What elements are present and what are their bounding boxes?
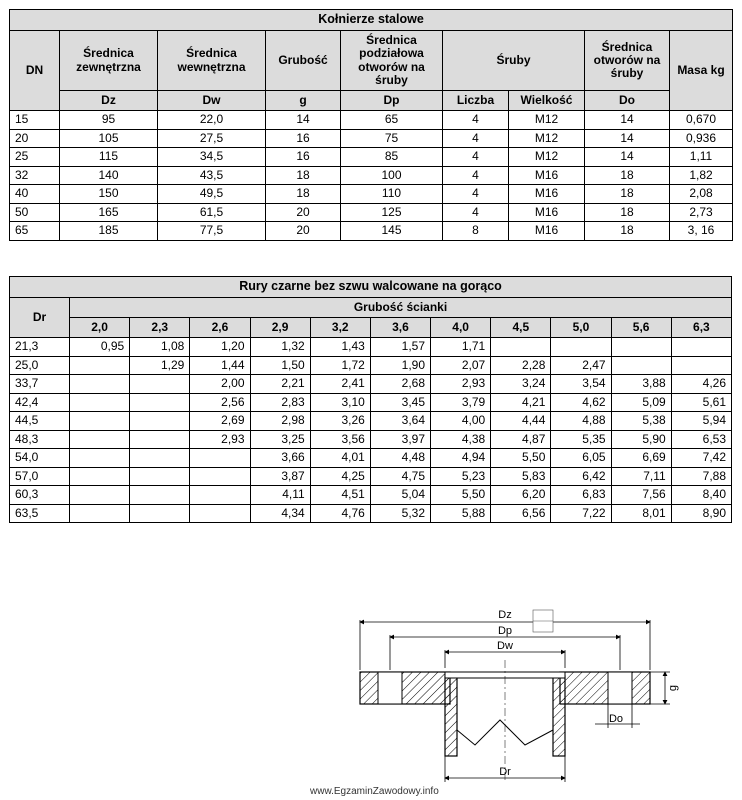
- pipe-cell: 2,98: [250, 412, 310, 431]
- pipe-cell: 1,32: [250, 338, 310, 357]
- pipe-cell: 2,21: [250, 375, 310, 394]
- pipe-cell: 1,72: [310, 356, 370, 375]
- flange-cell: 20: [266, 203, 341, 222]
- pipe-cell: 1,57: [370, 338, 430, 357]
- pipe-row: [10, 393, 732, 412]
- pipe-dr-cell: 25,0: [10, 356, 70, 375]
- thickness-header: 4,5: [491, 318, 551, 338]
- flange-cell: 18: [585, 203, 670, 222]
- thickness-header: 3,2: [310, 318, 370, 338]
- flange-cell: 18: [266, 166, 341, 185]
- flanges-table: [9, 9, 733, 241]
- flange-cell: M12: [509, 148, 585, 167]
- flange-cell: 150: [60, 185, 158, 204]
- thickness-header: 6,3: [671, 318, 731, 338]
- header-dr: Dr: [10, 298, 70, 338]
- flange-row: [10, 111, 733, 130]
- pipe-cell: 6,20: [491, 486, 551, 505]
- pipe-cell: 2,68: [370, 375, 430, 394]
- pipe-cell: 2,69: [190, 412, 250, 431]
- pipe-cell: [671, 356, 731, 375]
- flange-cell: M16: [509, 166, 585, 185]
- flange-cell: 4: [443, 166, 509, 185]
- pipes-table: [9, 276, 732, 523]
- pipe-cell: 7,11: [611, 467, 671, 486]
- thickness-header: 2,9: [250, 318, 310, 338]
- pipe-cell: 4,75: [370, 467, 430, 486]
- pipe-row: [10, 430, 732, 449]
- pipe-cell: 1,43: [310, 338, 370, 357]
- pipe-cell: 5,23: [431, 467, 491, 486]
- flange-cell: M16: [509, 203, 585, 222]
- flange-cell: 3, 16: [670, 222, 733, 241]
- header-do: Średnica otworów na śruby: [585, 31, 670, 91]
- flange-cell: 15: [10, 111, 60, 130]
- thickness-header: 5,0: [551, 318, 611, 338]
- pipe-dr-cell: 60,3: [10, 486, 70, 505]
- flange-cell: 8: [443, 222, 509, 241]
- pipe-cell: 6,83: [551, 486, 611, 505]
- pipe-cell: 1,50: [250, 356, 310, 375]
- pipe-row: [10, 412, 732, 431]
- pipe-cell: 6,05: [551, 449, 611, 468]
- pipe-cell: [70, 449, 130, 468]
- pipe-cell: 4,51: [310, 486, 370, 505]
- pipe-cell: [611, 356, 671, 375]
- pipe-cell: 1,71: [431, 338, 491, 357]
- pipe-dr-cell: 21,3: [10, 338, 70, 357]
- flange-row: [10, 185, 733, 204]
- pipe-cell: 4,62: [551, 393, 611, 412]
- pipe-cell: [130, 393, 190, 412]
- pipe-cell: 3,25: [250, 430, 310, 449]
- pipe-cell: [611, 338, 671, 357]
- pipe-cell: 2,00: [190, 375, 250, 394]
- pipe-cell: 3,97: [370, 430, 430, 449]
- pipe-cell: 4,76: [310, 504, 370, 523]
- pipe-cell: 4,88: [551, 412, 611, 431]
- pipe-cell: 7,56: [611, 486, 671, 505]
- pipe-cell: 3,87: [250, 467, 310, 486]
- thickness-header: 4,0: [431, 318, 491, 338]
- flange-cell: 1,11: [670, 148, 733, 167]
- flange-cell: 125: [341, 203, 443, 222]
- pipe-cell: 6,42: [551, 467, 611, 486]
- pipe-cell: 4,00: [431, 412, 491, 431]
- pipe-cell: [70, 467, 130, 486]
- pipe-cell: 5,38: [611, 412, 671, 431]
- header-g: Grubość: [266, 31, 341, 91]
- pipe-cell: 4,34: [250, 504, 310, 523]
- header-dn: DN: [10, 31, 60, 111]
- sub-g: g: [266, 91, 341, 111]
- flange-cell: 14: [585, 148, 670, 167]
- flange-row: [10, 166, 733, 185]
- flange-cell: 49,5: [158, 185, 266, 204]
- pipe-cell: 3,26: [310, 412, 370, 431]
- flange-cell: 40: [10, 185, 60, 204]
- pipe-cell: 2,41: [310, 375, 370, 394]
- pipe-cell: 2,47: [551, 356, 611, 375]
- pipe-cell: 5,94: [671, 412, 731, 431]
- flange-cell: 18: [585, 166, 670, 185]
- flange-cell: M16: [509, 222, 585, 241]
- pipe-cell: 5,35: [551, 430, 611, 449]
- flange-cell: 65: [10, 222, 60, 241]
- flange-cell: 100: [341, 166, 443, 185]
- pipe-cell: 3,45: [370, 393, 430, 412]
- pipe-dr-cell: 54,0: [10, 449, 70, 468]
- pipe-cell: [190, 504, 250, 523]
- pipe-dr-cell: 48,3: [10, 430, 70, 449]
- pipe-row: [10, 338, 732, 357]
- pipe-cell: 1,29: [130, 356, 190, 375]
- flange-cell: 4: [443, 148, 509, 167]
- sub-count: Liczba: [443, 91, 509, 111]
- pipe-cell: 5,04: [370, 486, 430, 505]
- pipe-cell: [130, 449, 190, 468]
- flange-cell: 85: [341, 148, 443, 167]
- pipe-row: [10, 504, 732, 523]
- pipe-cell: 8,01: [611, 504, 671, 523]
- flange-row: [10, 203, 733, 222]
- flange-cell: 14: [585, 111, 670, 130]
- pipe-cell: 2,83: [250, 393, 310, 412]
- pipe-cell: 3,24: [491, 375, 551, 394]
- pipe-cell: [70, 412, 130, 431]
- flange-cell: 18: [266, 185, 341, 204]
- sub-dz: Dz: [60, 91, 158, 111]
- flange-cell: M12: [509, 129, 585, 148]
- label-dz: Dz: [498, 609, 512, 621]
- pipe-cell: 4,38: [431, 430, 491, 449]
- thickness-header: 3,6: [370, 318, 430, 338]
- sub-dp: Dp: [341, 91, 443, 111]
- pipe-cell: 1,44: [190, 356, 250, 375]
- flanges-title: Kołnierze stalowe: [10, 10, 733, 31]
- pipe-cell: 2,28: [491, 356, 551, 375]
- flange-cell: 4: [443, 203, 509, 222]
- pipe-row: [10, 449, 732, 468]
- pipe-cell: 4,94: [431, 449, 491, 468]
- label-g: g: [667, 684, 679, 692]
- pipe-cell: [70, 356, 130, 375]
- pipe-cell: 5,61: [671, 393, 731, 412]
- flange-cell: 61,5: [158, 203, 266, 222]
- pipe-cell: 3,56: [310, 430, 370, 449]
- pipe-cell: 3,64: [370, 412, 430, 431]
- pipe-cell: 5,50: [491, 449, 551, 468]
- pipe-cell: 4,26: [671, 375, 731, 394]
- pipe-cell: 5,32: [370, 504, 430, 523]
- pipe-cell: [130, 375, 190, 394]
- pipe-cell: 3,10: [310, 393, 370, 412]
- pipe-row: [10, 486, 732, 505]
- header-dz: Średnica zewnętrzna: [60, 31, 158, 91]
- flange-cell: 2,08: [670, 185, 733, 204]
- pipe-cell: 5,88: [431, 504, 491, 523]
- pipe-row: [10, 356, 732, 375]
- pipe-cell: 5,50: [431, 486, 491, 505]
- flange-drawing: [340, 600, 680, 790]
- flange-cell: 43,5: [158, 166, 266, 185]
- thickness-header: 5,6: [611, 318, 671, 338]
- flange-cell: 34,5: [158, 148, 266, 167]
- pipe-cell: [70, 486, 130, 505]
- thickness-header: 2,3: [130, 318, 190, 338]
- label-dw: Dw: [497, 640, 513, 652]
- pipe-cell: 4,01: [310, 449, 370, 468]
- flange-cell: 50: [10, 203, 60, 222]
- pipe-cell: 5,83: [491, 467, 551, 486]
- flange-cell: 20: [266, 222, 341, 241]
- pipe-dr-cell: 42,4: [10, 393, 70, 412]
- flange-cell: 4: [443, 129, 509, 148]
- thickness-header: 2,6: [190, 318, 250, 338]
- flange-cell: 0,936: [670, 129, 733, 148]
- pipe-cell: 8,40: [671, 486, 731, 505]
- pipe-cell: 7,88: [671, 467, 731, 486]
- pipe-cell: [130, 486, 190, 505]
- sub-size: Wielkość: [509, 91, 585, 111]
- pipe-cell: [130, 412, 190, 431]
- pipe-cell: [130, 467, 190, 486]
- flange-row: [10, 129, 733, 148]
- flange-cell: 0,670: [670, 111, 733, 130]
- thickness-header: 2,0: [70, 318, 130, 338]
- pipe-cell: 4,87: [491, 430, 551, 449]
- flange-cell: 20: [10, 129, 60, 148]
- flange-cell: 18: [585, 222, 670, 241]
- flange-cell: 110: [341, 185, 443, 204]
- flange-cell: 145: [341, 222, 443, 241]
- flange-cell: 27,5: [158, 129, 266, 148]
- flange-cell: 18: [585, 185, 670, 204]
- flange-row: [10, 148, 733, 167]
- pipe-cell: 7,42: [671, 449, 731, 468]
- flange-cell: 77,5: [158, 222, 266, 241]
- flange-cell: 14: [585, 129, 670, 148]
- pipe-cell: 6,69: [611, 449, 671, 468]
- pipe-cell: 3,79: [431, 393, 491, 412]
- flange-cell: 115: [60, 148, 158, 167]
- sub-do: Do: [585, 91, 670, 111]
- flange-cell: M16: [509, 185, 585, 204]
- pipe-cell: [130, 430, 190, 449]
- flange-cell: 185: [60, 222, 158, 241]
- pipe-cell: [190, 467, 250, 486]
- pipe-cell: 8,90: [671, 504, 731, 523]
- flange-cell: 165: [60, 203, 158, 222]
- header-dp: Średnica podziałowa otworów na śruby: [341, 31, 443, 91]
- flange-cell: 140: [60, 166, 158, 185]
- label-dr: Dr: [499, 766, 511, 778]
- header-dw: Średnica wewnętrzna: [158, 31, 266, 91]
- pipe-cell: 4,11: [250, 486, 310, 505]
- pipe-cell: 6,56: [491, 504, 551, 523]
- pipe-cell: 1,90: [370, 356, 430, 375]
- pipe-cell: [190, 449, 250, 468]
- pipe-cell: 1,08: [130, 338, 190, 357]
- pipe-cell: 2,93: [190, 430, 250, 449]
- header-bolts: Śruby: [443, 31, 585, 91]
- pipe-cell: 1,20: [190, 338, 250, 357]
- flange-cell: 22,0: [158, 111, 266, 130]
- pipe-cell: [70, 504, 130, 523]
- flange-cell: 32: [10, 166, 60, 185]
- pipe-cell: 2,07: [431, 356, 491, 375]
- header-wall-thickness: Grubość ścianki: [70, 298, 732, 318]
- pipe-cell: 3,66: [250, 449, 310, 468]
- pipe-cell: [70, 430, 130, 449]
- flange-cell: M12: [509, 111, 585, 130]
- pipe-cell: [130, 504, 190, 523]
- header-mass: Masa kg: [670, 31, 733, 111]
- pipe-cell: 7,22: [551, 504, 611, 523]
- label-dp: Dp: [497, 625, 513, 637]
- pipe-cell: [491, 338, 551, 357]
- pipe-dr-cell: 57,0: [10, 467, 70, 486]
- pipe-cell: 4,48: [370, 449, 430, 468]
- flange-cell: 105: [60, 129, 158, 148]
- flange-cell: 4: [443, 111, 509, 130]
- flange-cell: 95: [60, 111, 158, 130]
- pipe-cell: 4,44: [491, 412, 551, 431]
- flange-cell: 16: [266, 148, 341, 167]
- pipe-dr-cell: 44,5: [10, 412, 70, 431]
- flange-cell: 14: [266, 111, 341, 130]
- watermark: www.EgzaminZawodowy.info: [310, 786, 439, 797]
- pipe-cell: 4,25: [310, 467, 370, 486]
- flange-cell: 2,73: [670, 203, 733, 222]
- pipe-cell: 4,21: [491, 393, 551, 412]
- pipe-cell: 3,54: [551, 375, 611, 394]
- flange-row: [10, 222, 733, 241]
- pipe-cell: 6,53: [671, 430, 731, 449]
- flange-cell: 75: [341, 129, 443, 148]
- flange-cell: 65: [341, 111, 443, 130]
- pipe-cell: [671, 338, 731, 357]
- pipe-cell: [70, 393, 130, 412]
- pipe-dr-cell: 63,5: [10, 504, 70, 523]
- flange-cell: 16: [266, 129, 341, 148]
- flange-cell: 25: [10, 148, 60, 167]
- pipe-row: [10, 467, 732, 486]
- sub-dw: Dw: [158, 91, 266, 111]
- pipe-cell: 5,09: [611, 393, 671, 412]
- pipe-cell: 2,93: [431, 375, 491, 394]
- label-do: Do: [608, 713, 624, 725]
- pipe-cell: [190, 486, 250, 505]
- pipe-cell: [551, 338, 611, 357]
- pipe-cell: 0,95: [70, 338, 130, 357]
- pipes-title: Rury czarne bez szwu walcowane na gorąco: [10, 277, 732, 298]
- pipe-dr-cell: 33,7: [10, 375, 70, 394]
- pipe-cell: 3,88: [611, 375, 671, 394]
- pipe-row: [10, 375, 732, 394]
- pipe-cell: 2,56: [190, 393, 250, 412]
- flange-cell: 4: [443, 185, 509, 204]
- pipe-cell: 5,90: [611, 430, 671, 449]
- flange-cell: 1,82: [670, 166, 733, 185]
- pipe-cell: [70, 375, 130, 394]
